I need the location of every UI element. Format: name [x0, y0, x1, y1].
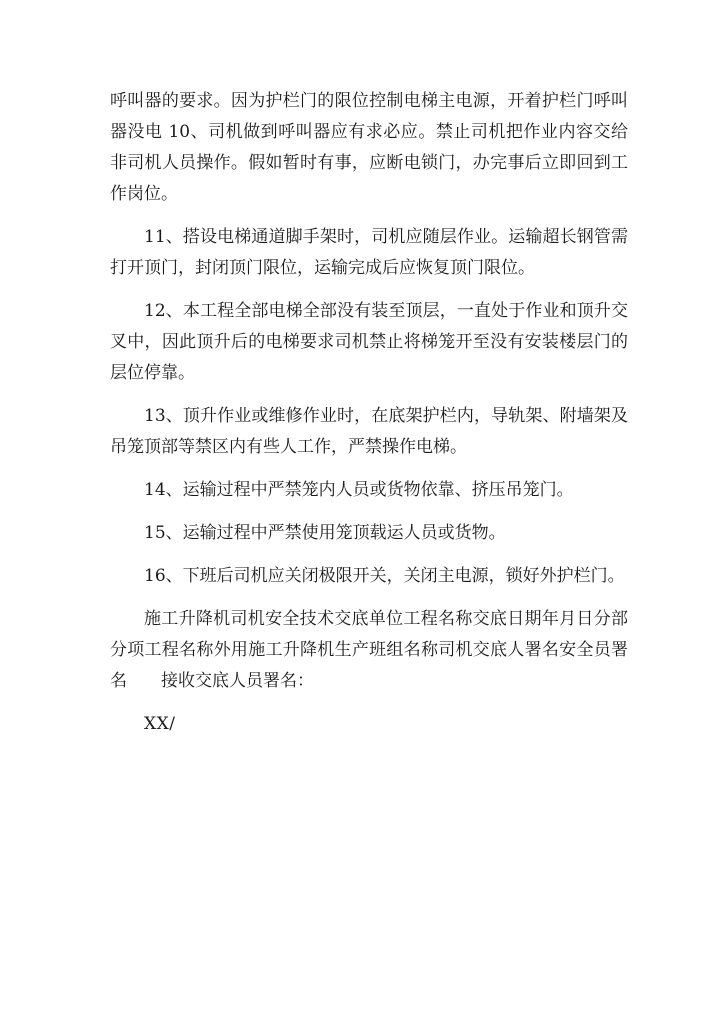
paragraph-continuation: 呼叫器的要求。因为护栏门的限位控制电梯主电源，开着护栏门呼叫器没电 10、司机做到呼叫器应有求必应。禁止司机把作业内容交给非司机人员操作。假如暂时有事，应断电锁门，办完事后立即回到工作岗位。 — [110, 91, 628, 204]
paragraph-item-15: 15、运输过程中严禁使用笼顶载运人员或货物。 — [144, 523, 506, 543]
document-page — [110, 86, 628, 752]
paragraph-item-16: 16、下班后司机应关闭极限开关，关闭主电源，锁好外护栏门。 — [144, 566, 625, 586]
paragraph-signature-block: 施工升降机司机安全技术交底单位工程名称交底日期年月日分部分项工程名称外用施工升降机生产班组名称司机交底人署名安全员署名 接收交底人员署名： — [110, 609, 628, 691]
paragraph-item-12: 12、本工程全部电梯全部没有装至顶层，一直处于作业和顶升交叉中，因此顶升后的电梯要求司机禁止将梯笼开至没有安装楼层门的层位停靠。 — [110, 301, 628, 383]
paragraph-tail-mark: XX/ — [144, 714, 176, 734]
paragraph-item-11: 11、搭设电梯通道脚手架时，司机应随层作业。运输超长钢管需打开顶门，封闭顶门限位，运输完成后应恢复顶门限位。 — [110, 227, 628, 278]
paragraph-item-13: 13、顶升作业或维修作业时，在底架护栏内，导轨架、附墙架及吊笼顶部等禁区内有些人工作，严禁操作电梯。 — [110, 406, 628, 457]
paragraph-item-14: 14、运输过程中严禁笼内人员或货物依靠、挤压吊笼门。 — [144, 480, 574, 500]
